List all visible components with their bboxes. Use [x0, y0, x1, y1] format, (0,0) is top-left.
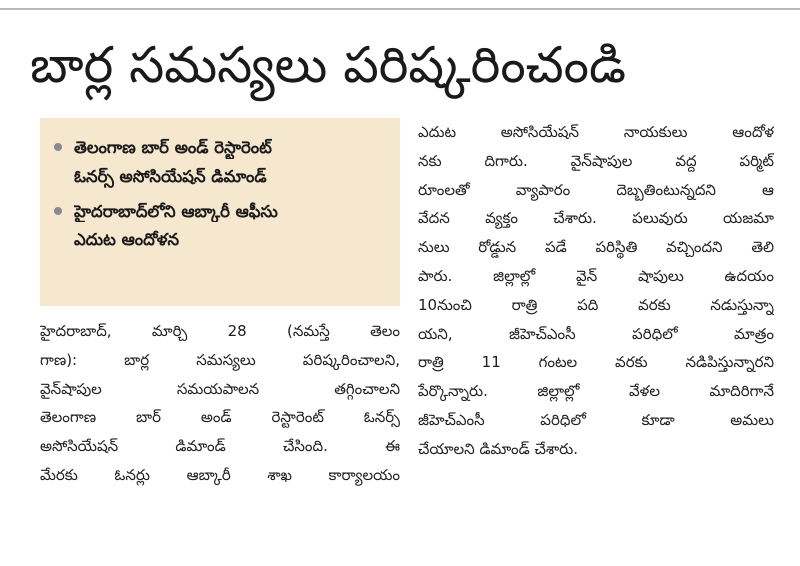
headline: బార్ల సమస్యలు పరిష్కరించండి	[30, 36, 627, 94]
highlight-item	[54, 194, 390, 252]
body-column-right	[418, 118, 774, 464]
body-line: హైదరాబాద్, మార్చి 28 (నమస్తే తెలం	[40, 322, 400, 340]
body-line: తెలంగాణ బార్ అండ్ రెస్టారెంట్ ఓనర్స్	[40, 408, 400, 427]
body-column-left	[40, 317, 400, 490]
body-line: జీహెచ్ఎంసీ పరిధిలో కూడా అమలు	[418, 410, 774, 429]
highlight-line: ఓనర్స్ అసోసియేషన్ డిమాండ్	[74, 166, 267, 186]
bullet-icon	[54, 207, 62, 215]
body-line: అసోసియేషన్ డిమాండ్ చేసింది. ఈ	[40, 437, 400, 456]
body-line: పేర్కొన్నారు. జిల్లాల్లో వేళల మాదిరిగానే	[418, 382, 774, 401]
highlight-text	[74, 130, 272, 188]
bullet-icon	[54, 143, 62, 151]
highlight-line: ఎదుట ఆందోళన	[74, 230, 180, 250]
body-line: రూంలతో వ్యాపారం దెబ్బతింటున్నదని ఆ	[418, 180, 774, 199]
body-line: నకు దిగారు. వైన్‌షాపుల వద్ద పర్మిట్	[418, 151, 774, 170]
body-line: యని, జీహెచ్ఎంసీ పరిధిలో మాత్రం	[418, 324, 774, 343]
top-rule	[0, 8, 800, 10]
body-line: రాత్రి 11 గంటల వరకు నడిపిస్తున్నారని	[418, 353, 774, 372]
body-line: వేదన వ్యక్తం చేశారు. పలువురు యజమా	[418, 209, 774, 228]
highlight-line: తెలంగాణ బార్ అండ్ రెస్టారెంట్	[74, 138, 272, 157]
body-line: నులు రోడ్డున పడే పరిస్థితి వచ్చిందని తెలి	[418, 238, 774, 257]
highlight-line: హైదరాబాద్‌లోని ఆబ్కారీ ఆఫీసు	[74, 201, 278, 221]
highlight-box	[40, 118, 400, 306]
body-line: పారు. జిల్లాల్లో వైన్ షాపులు ఉదయం	[418, 266, 774, 285]
body-line: ఎదుట అసోసియేషన్ నాయకులు ఆందోళ	[418, 123, 774, 141]
highlight-text	[74, 194, 278, 252]
body-line: మేరకు ఓనర్లు ఆబ్కారీ శాఖ కార్యాలయం	[40, 465, 400, 484]
body-line: గాణ): బార్ల సమస్యలు పరిష్కరించాలని,	[40, 350, 400, 369]
body-line: వైన్‌షాపుల సమయపాలన తగ్గించాలని	[40, 379, 400, 398]
highlight-item	[54, 130, 390, 188]
body-line: చేయాలని డిమాండ్ చేశారు.	[418, 439, 579, 458]
body-line: 10నుంచి రాత్రి పది వరకు నడుస్తున్నా	[418, 295, 774, 314]
